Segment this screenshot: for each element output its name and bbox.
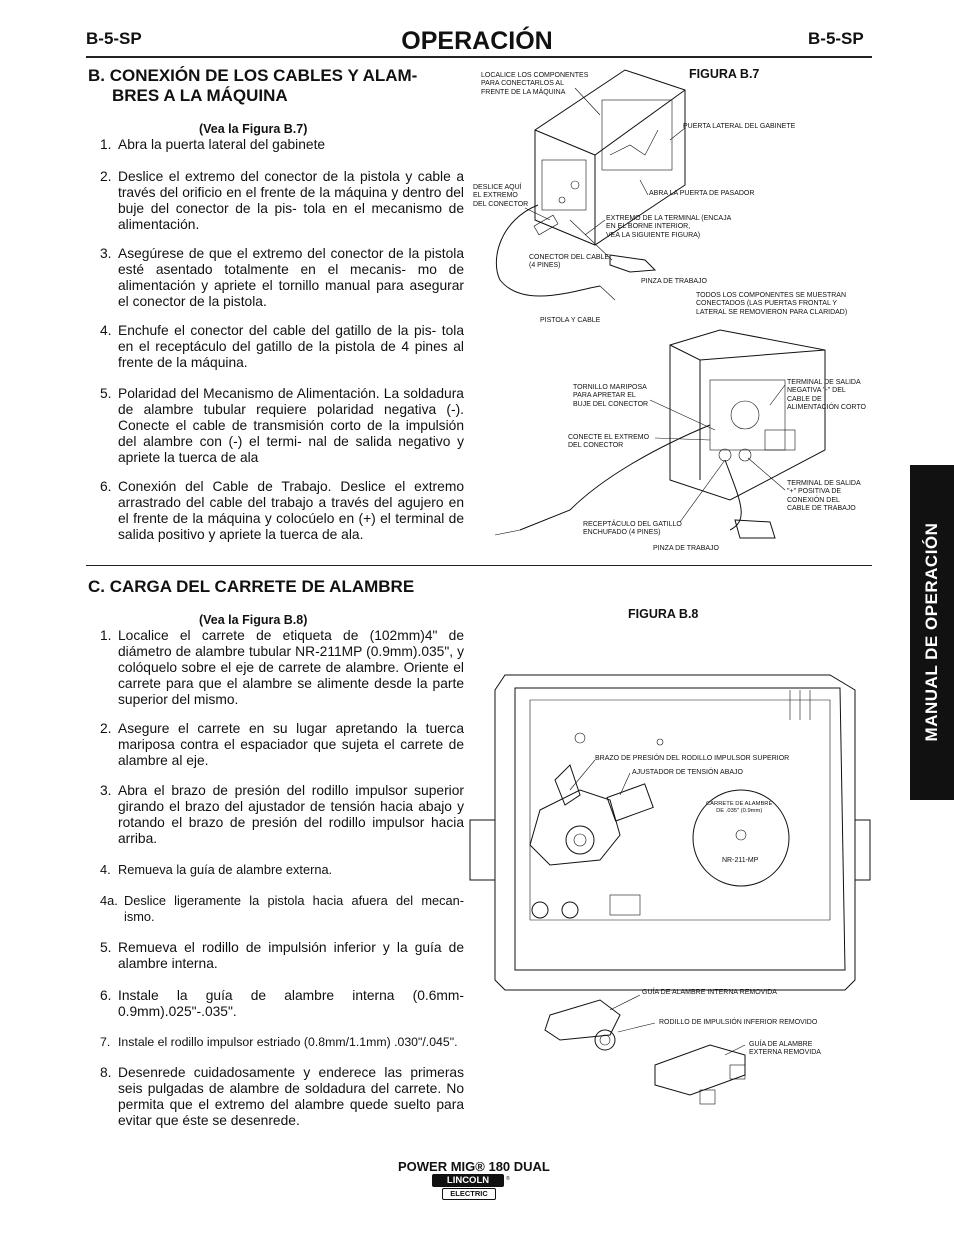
section-c-step: 7. Instale el rodillo impulsor estriado (0.8mm/1.1mm) .030"/.045". bbox=[100, 1035, 458, 1049]
section-divider bbox=[86, 565, 872, 566]
label-cable-connector: CONECTOR DEL CABLE (4 PINES) bbox=[529, 254, 610, 270]
label-all-components: TODOS LOS COMPONENTES SE MUESTRAN CONECTADOS (LAS PUERTAS FRONTAL Y LATERAL SE REMOVIERON PARA CLARIDAD) bbox=[696, 292, 848, 316]
label-terminal-end: EXTREMO DE LA TERMINAL (ENCAJA EN EL BORNE INTERIOR, VEA LA SIGUIENTE FIGURA) bbox=[606, 215, 732, 239]
side-tab: MANUAL DE OPERACIÓN bbox=[910, 465, 954, 800]
label-negative-terminal: TERMINAL DE SALIDA NEGATIVA "-" DEL CABLE DE ALIMENTACIÓN CORTO bbox=[787, 379, 866, 412]
section-b-step: 6. Conexión del Cable de Trabajo. Deslice el extremo arrastrado del cable del trabajo a través del agujero en el frente de la máquina y colocúelo en (+) el terminal de salida positivo y apriete la tuerca de ala. bbox=[100, 479, 464, 542]
section-b-heading-line2: BRES A LA MÁQUINA bbox=[112, 86, 288, 105]
section-c-step: 6. Instale la guía de alambre interna (0.6mm- 0.9mm).025"-.035". bbox=[100, 988, 464, 1019]
label-tension: AJUSTADOR DE TENSIÓN ABAJO bbox=[632, 769, 743, 776]
label-gun-cable: PISTOLA Y CABLE bbox=[540, 317, 601, 324]
section-c-step: 4. Remueva la guía de alambre externa. bbox=[100, 862, 333, 877]
label-connect-end: CONECTE EL EXTREMO DEL CONECTOR bbox=[568, 434, 650, 450]
page-title: OPERACIÓN bbox=[401, 27, 553, 55]
label-work-clamp-bottom: PINZA DE TRABAJO bbox=[653, 545, 719, 552]
label-spool: CARRETE DE ALAMBRE DE .035" (0.9mm) bbox=[706, 801, 773, 814]
figure-b7-title: FIGURA B.7 bbox=[689, 67, 760, 81]
section-c-step: 5. Remueva el rodillo de impulsión inferior y la guía de alambre interna. bbox=[100, 940, 464, 971]
label-thumb-screw: TORNILLO MARIPOSA PARA APRETAR EL BUJE DEL CONECTOR bbox=[573, 384, 649, 408]
section-b-step: 3. Asegúrese de que el extremo del conector de la pistola esté asentado totalmente en el mecanis- mo de alimentación y apriete el tornillo manual para asegurar el conector de la pistola. bbox=[100, 246, 464, 309]
section-c-step: 1. Localice el carrete de etiqueta de (102mm)4" de diámetro de alambre tubular NR-211MP (0.9mm).035", y colóquelo sobre el eje de carrete de alambre. Oriente el carrete para que el alambre se alimente desde la parte superior del mismo. bbox=[100, 628, 464, 707]
label-lower-roll: RODILLO DE IMPULSIÓN INFERIOR REMOVIDO bbox=[659, 1019, 818, 1026]
label-positive-terminal: TERMINAL DE SALIDA "+" POSITIVA DE CONEXIÓN DEL CABLE DE TRABAJO bbox=[787, 480, 861, 513]
header-rule bbox=[86, 56, 872, 58]
section-b-see-figure: (Vea la Figura B.7) bbox=[199, 122, 308, 136]
label-outer-guide: GUÍA DE ALAMBRE EXTERNA REMOVIDA bbox=[749, 1041, 821, 1057]
section-b-heading-line1: B. CONEXIÓN DE LOS CABLES Y ALAM- bbox=[88, 66, 418, 85]
label-spool-type: NR-211-MP bbox=[722, 857, 759, 864]
footer-product: POWER MIG® 180 DUAL bbox=[398, 1159, 550, 1174]
page-id-right: B-5-SP bbox=[808, 29, 864, 48]
section-c-step: 3. Abra el brazo de presión del rodillo impulsor superior girando el brazo del ajustador de tensión hacia abajo y rotando el brazo de presión del rodillo impulsor hacia arriba. bbox=[100, 783, 464, 846]
label-side-door: PUERTA LATERAL DEL GABINETE bbox=[683, 123, 796, 130]
section-b-step: 4. Enchufe el conector del cable del gatillo de la pis- tola en el receptáculo del gatillo de la pistola de 4 pines al frente de la máquina. bbox=[100, 323, 464, 370]
lincoln-electric-logo: LINCOLN ® ELECTRIC bbox=[432, 1174, 510, 1202]
label-slide-here: DESLICE AQUÍ EL EXTREMO DEL CONECTOR bbox=[473, 184, 529, 208]
label-work-clamp-top: PINZA DE TRABAJO bbox=[641, 278, 707, 285]
section-c-heading: C. CARGA DEL CARRETE DE ALAMBRE bbox=[88, 577, 415, 596]
section-c-step: 2. Asegure el carrete en su lugar apretando la tuerca mariposa contra el espaciador que sujeta el carrete de alambre al eje. bbox=[100, 721, 464, 768]
label-upper-arm: BRAZO DE PRESIÓN DEL RODILLO IMPULSOR SUPERIOR bbox=[595, 755, 790, 762]
figure-b8-title: FIGURA B.8 bbox=[628, 607, 699, 621]
section-c-step: 8. Desenrede cuidadosamente y enderece las primeras seis pulgadas de alambre de soldadura del carrete. No permita que el extremo del alambre quede suelto para evitar que éste se desenrede. bbox=[100, 1065, 464, 1128]
section-b-step: 1. Abra la puerta lateral del gabinete bbox=[100, 137, 326, 152]
section-c-see-figure: (Vea la Figura B.8) bbox=[199, 613, 308, 627]
label-locate-components: LOCALICE LOS COMPONENTES PARA CONECTARLOS AL FRENTE DE LA MÁQUINA bbox=[481, 72, 589, 96]
label-trigger-receptacle: RECEPTÁCULO DEL GATILLO ENCHUFADO (4 PINES) bbox=[583, 521, 682, 537]
section-b-step: 2. Deslice el extremo del conector de la pistola y cable a través del orificio en el frente de la máquina y dentro del buje del conector de la pis- tola en el mecanismo de alimentación. bbox=[100, 169, 464, 232]
label-latch-door: ABRA LA PUERTA DE PASADOR bbox=[649, 190, 755, 197]
label-inner-guide: GUÍA DE ALAMBRE INTERNA REMOVIDA bbox=[642, 989, 777, 996]
page-id-left: B-5-SP bbox=[86, 29, 142, 48]
section-b-step: 5. Polaridad del Mecanismo de Alimentación. La soldadura de alambre tubular requiere polaridad negativa (-). Conecte el cable de transmisión corto de la impulsión del alambre con (-) el termi- nal de salida negativo y apriete la tuerca de ala bbox=[100, 386, 464, 465]
section-c-step: 4a. Deslice ligeramente la pistola hacia afuera del mecan- ismo. bbox=[100, 893, 464, 924]
